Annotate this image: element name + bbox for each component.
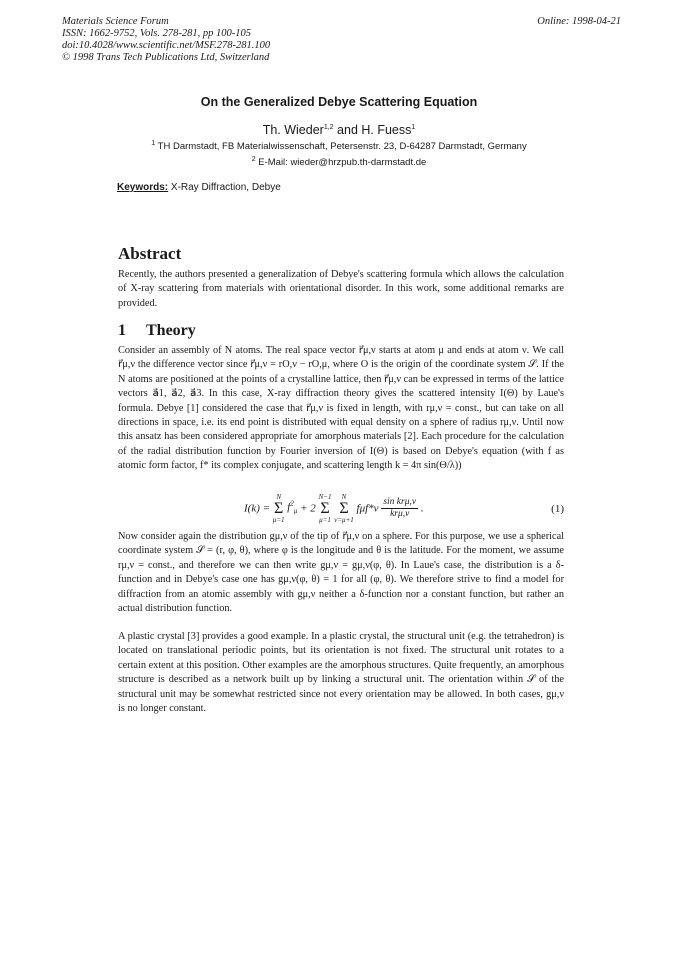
sum-1-upper: N: [276, 493, 281, 501]
author-2: and H. Fuess: [333, 123, 412, 137]
author-line: [0, 123, 678, 137]
sum-3: [334, 493, 354, 524]
sum-2-upper: N−1: [318, 493, 332, 501]
section-heading-theory: [118, 322, 196, 340]
email-text[interactable]: E-Mail: wieder@hrzpub.th-darmstadt.de: [255, 157, 427, 168]
sum-3-lower: ν=μ+1: [334, 516, 354, 524]
sum-1: [273, 493, 285, 524]
sum-3-symbol: Σ: [339, 500, 349, 517]
sum-2: [319, 493, 332, 524]
debye-equation: [118, 493, 564, 527]
term-2: fμf*ν: [356, 502, 382, 515]
plus-two: + 2: [300, 502, 319, 515]
journal-name: Materials Science Forum: [62, 16, 169, 27]
sum-3-upper: N: [341, 493, 347, 501]
theory-paragraph-1: Consider an assembly of N atoms. The real space vector r⃗μ,ν starts at atom μ and ends at atom ν. We call r⃗μ,ν the difference vector since r⃗μ,ν = rO,ν − rO,μ, where O is the origin of the coordinate system 𝒮. If the N atoms are positioned at the points of a crystalline lattice, then r⃗μ,ν can be expressed in terms of the lattice vectors a⃗1, a⃗2, a⃗3. In this case, X-ray diffraction theory gives the scattered intensity I(Θ) by Laue's formula. Debye [1] considered the case that r⃗μ,ν is fixed in length, with rμ,ν = const., but can take on all directions in space, i.e. its end point is distributed with equal density on a sphere of radius rμ,ν. Until now this ansatz has been considered appropriate for amorphous materials [2]. Each procedure for the calculation of the radial distribution function by Fourier inversion of I(Θ) is based on Debye's equation (with f as atomic form factor, f* its complex conjugate, and scattering length k = 4π sin(Θ/λ)): [118, 345, 564, 472]
email-mark: 2: [251, 155, 256, 163]
doi-line[interactable]: doi:10.4028/www.scientific.net/MSF.278-281.100: [62, 40, 271, 51]
author-2-affil-mark: 1: [411, 123, 416, 131]
online-date: Online: 1998-04-21: [537, 16, 621, 27]
issn-line: ISSN: 1662-9752, Vols. 278-281, pp 100-105: [62, 28, 251, 39]
journal-header: [62, 16, 270, 64]
term-1: $f^2_\mu$: [287, 499, 298, 516]
fraction-numerator: sin krμ,ν: [383, 497, 417, 507]
keywords: [117, 182, 281, 193]
fraction-denominator: krμ,ν: [390, 509, 410, 519]
section-title: Theory: [146, 322, 196, 339]
sum-2-symbol: Σ: [320, 500, 330, 517]
theory-paragraph-3: A plastic crystal [3] provides a good example. In a plastic crystal, the structural unit (e.g. the tetrahedron) is located on translational periodic points, but its orientation is not fixed. The structural unit rotates to a certain extent at this position. Other examples are the amorphous structures. Quite frequently, an amorphous structure is described as a network built up by linking a structural unit. The orientation within 𝒮 of the structural unit may be somewhat restricted since not every orientation may be allowed. In both cases, gμ,ν is no longer constant.: [118, 631, 564, 715]
abstract-heading: Abstract: [118, 244, 182, 263]
equation-body: [244, 493, 424, 524]
affiliation: [0, 141, 678, 152]
theory-paragraph-2: Now consider again the distribution gμ,ν of the tip of r⃗μ,ν on a sphere. For this purpose, we use a spherical coordinate system 𝒮 = (r, φ, θ), where φ is the longitude and θ is the latitude. For the moment, we assume rμ,ν = const., and therefore we can then write gμ,ν = gμ,ν(φ, θ). In Laue's case, the distribution is a δ-function and in Debye's case one has gμ,ν(φ, θ) = 1 for all (φ, θ). We therefore strive to find a model for diffraction from an atomic assembly with gμ,ν neither a δ-function nor a constant function, but rather an actual distribution function.: [118, 531, 564, 615]
affiliation-text: TH Darmstadt, FB Materialwissenschaft, Petersenstr. 23, D-64287 Darmstadt, Germany: [155, 141, 527, 152]
abstract-text: Recently, the authors presented a generalization of Debye's scattering formula which allows the calculation of X-ray scattering from materials with orientational disorder. In this work, some additional remarks are provided.: [118, 269, 564, 309]
author-1-affil-mark: 1,2: [323, 123, 334, 131]
equation-period: .: [420, 502, 424, 515]
sum-2-lower: μ=1: [319, 516, 331, 524]
copyright-line: © 1998 Trans Tech Publications Ltd, Switzerland: [62, 52, 270, 63]
fraction: [381, 497, 418, 520]
keywords-label: Keywords:: [117, 182, 169, 193]
email-line: [0, 157, 678, 168]
affiliation-mark: 1: [151, 139, 156, 147]
sum-1-lower: μ=1: [272, 516, 285, 524]
section-number: 1: [118, 322, 126, 339]
equation-lhs: I(k) =: [244, 502, 273, 515]
paper-title: On the Generalized Debye Scattering Equation: [200, 95, 478, 109]
keywords-text: X-Ray Diffraction, Debye: [168, 182, 281, 193]
author-1: Th. Wieder: [262, 123, 324, 137]
sum-1-symbol: Σ: [274, 500, 284, 517]
equation-number: (1): [551, 503, 564, 515]
